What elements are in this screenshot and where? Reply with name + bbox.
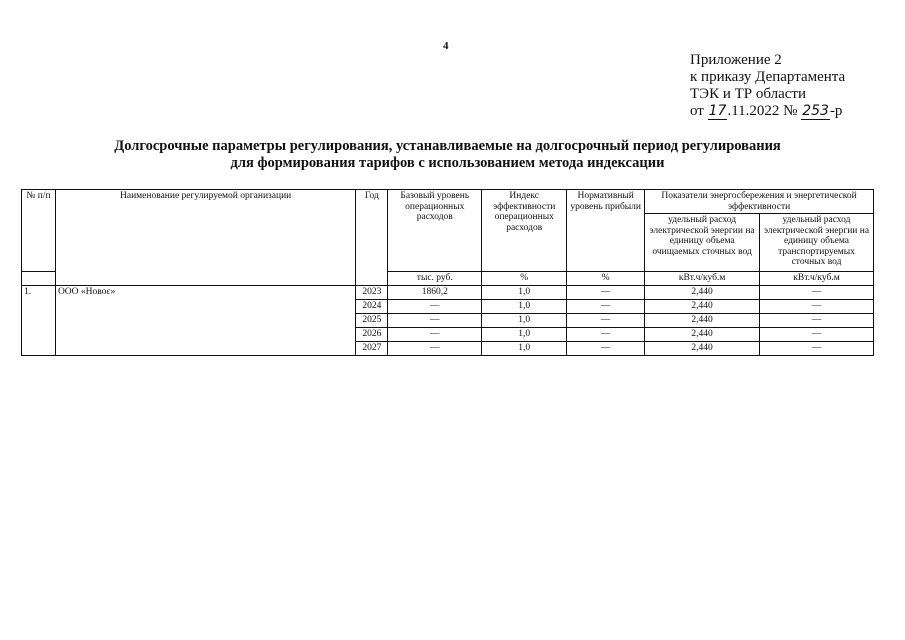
cell-profit: — bbox=[567, 327, 645, 341]
header-org: Наименование регулируемой организации bbox=[55, 190, 355, 286]
document-title bbox=[20, 138, 875, 172]
appendix-date-line bbox=[690, 103, 845, 120]
cell-year: 2024 bbox=[356, 299, 388, 313]
appendix-line-1: Приложение 2 bbox=[690, 52, 782, 68]
date-day-handwritten: 17 bbox=[708, 103, 727, 119]
cell-base: — bbox=[388, 313, 482, 327]
cell-index: 1,0 bbox=[482, 327, 567, 341]
cell-year: 2023 bbox=[356, 285, 388, 299]
header-energy-treated: удельный расход электрической энергии на единицу объема очищаемых сточных вод bbox=[645, 214, 760, 272]
cell-base: — bbox=[388, 299, 482, 313]
header-index: Индекс эффективности операционных расходов bbox=[482, 190, 567, 272]
cell-year: 2027 bbox=[356, 341, 388, 355]
cell-energy-transported: — bbox=[760, 327, 874, 341]
cell-energy-treated: 2,440 bbox=[645, 327, 760, 341]
cell-energy-transported: — bbox=[760, 313, 874, 327]
cell-base: 1860,2 bbox=[388, 285, 482, 299]
org-name: ООО «Новоє» bbox=[55, 285, 355, 355]
title-line-2: для формирования тарифов с использованием метода индексации bbox=[230, 155, 665, 171]
order-suffix: -р bbox=[829, 103, 843, 119]
cell-profit: — bbox=[567, 299, 645, 313]
units-energy-treated: кВт.ч/куб.м bbox=[645, 272, 760, 286]
order-number-handwritten: 253 bbox=[802, 103, 829, 119]
cell-energy-transported: — bbox=[760, 299, 874, 313]
table-row bbox=[22, 285, 874, 299]
cell-year: 2025 bbox=[356, 313, 388, 327]
cell-energy-treated: 2,440 bbox=[645, 313, 760, 327]
appendix-line-3: ТЭК и ТР области bbox=[690, 86, 806, 102]
cell-base: — bbox=[388, 327, 482, 341]
cell-energy-transported: — bbox=[760, 341, 874, 355]
cell-profit: — bbox=[567, 285, 645, 299]
header-energy-transported: удельный расход электрической энергии на единицу объема транспортируемых сточных вод bbox=[760, 214, 874, 272]
units-profit: % bbox=[567, 272, 645, 286]
org-number: 1. bbox=[22, 285, 56, 355]
units-base: тыс. руб. bbox=[388, 272, 482, 286]
header-year: Год bbox=[356, 190, 388, 286]
cell-index: 1,0 bbox=[482, 313, 567, 327]
units-energy-transported: кВт.ч/куб.м bbox=[760, 272, 874, 286]
cell-energy-treated: 2,440 bbox=[645, 285, 760, 299]
header-energy-group: Показатели энергосбережения и энергетической эффективности bbox=[645, 190, 874, 214]
date-rest: .11.2022 № bbox=[727, 103, 798, 119]
appendix-line-2: к приказу Департамента bbox=[690, 69, 846, 85]
page-number: 4 bbox=[443, 40, 449, 52]
cell-index: 1,0 bbox=[482, 341, 567, 355]
cell-base: — bbox=[388, 341, 482, 355]
cell-year: 2026 bbox=[356, 327, 388, 341]
date-prefix: от bbox=[690, 103, 704, 119]
header-profit: Нормативный уровень прибыли bbox=[567, 190, 645, 272]
cell-energy-treated: 2,440 bbox=[645, 299, 760, 313]
units-num bbox=[22, 272, 56, 286]
cell-index: 1,0 bbox=[482, 285, 567, 299]
cell-energy-transported: — bbox=[760, 285, 874, 299]
units-index: % bbox=[482, 272, 567, 286]
title-line-1: Долгосрочные параметры регулирования, устанавливаемые на долгосрочный период регулирования bbox=[114, 138, 781, 154]
header-base: Базовый уровень операционных расходов bbox=[388, 190, 482, 272]
cell-profit: — bbox=[567, 313, 645, 327]
cell-profit: — bbox=[567, 341, 645, 355]
cell-index: 1,0 bbox=[482, 299, 567, 313]
appendix-block bbox=[690, 52, 845, 120]
header-num: № п/п bbox=[22, 190, 56, 272]
cell-energy-treated: 2,440 bbox=[645, 341, 760, 355]
parameters-table bbox=[21, 189, 874, 356]
